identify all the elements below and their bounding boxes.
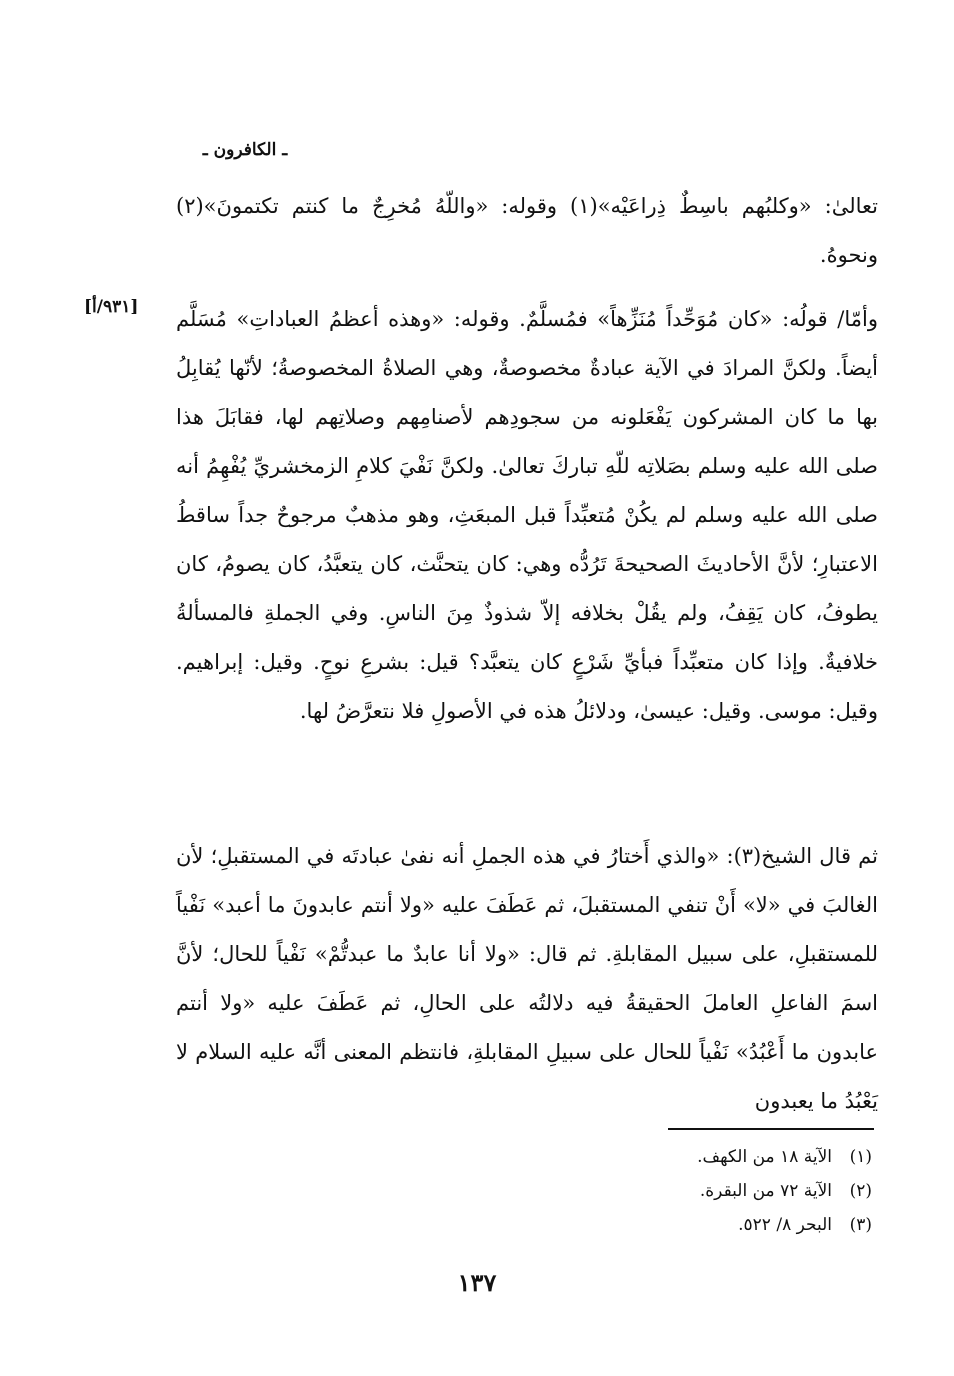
footnote-number: (٢) — [849, 1181, 872, 1201]
footnote-text: البحر ٨/ ٥٢٢. — [738, 1215, 832, 1235]
manuscript-folio-note: [٩٣١/أ] — [84, 297, 139, 317]
footnote-text: الآية ١٨ من الكهف. — [697, 1147, 832, 1167]
footnote-item — [372, 1174, 872, 1208]
footnotes — [372, 1140, 872, 1242]
footnote-separator — [668, 1128, 874, 1130]
page-number: ١٣٧ — [457, 1268, 497, 1297]
paragraph-text: تعالىٰ: «وكلبُهم باسِطٌ ذِراعَيْه»(١) وقوله: «واللّهُ مُخرِجٌ ما كنتم تكتمونَ»(٢) ونحوهُ. — [176, 194, 878, 267]
paragraph-1 — [176, 182, 878, 280]
footnote-text: الآية ٧٢ من البقرة. — [699, 1181, 832, 1201]
paragraph-text: ثم قال الشيخ(٣): «والذي أَختارُ في هذه الجملِ أنه نفىٰ عبادتَه في المستقبلِ؛ لأن الغالبَ في «لا» أَنْ تنفي المستقبلَ، ثم عَطَفَ عليه «ولا أنتم عابدونَ ما أعبد» نَفْياً للمستقبلِ، على سبيل المقابلةِ. ثم قال: «ولا أنا عابدٌ ما عبدتُّمْ» نَفْياً للحال؛ لأنَّ اسمَ الفاعلِ العاملَ الحقيقةُ فيه دلالتُه على الحالِ، ثم عَطَفَ عليه «ولا أنتم عابدون ما أَعْبُدُ» نَفْياً للحال على سبيلِ المقابلةِ، فانتظم المعنى أنَّه عليه السلام لا يَعْبُدُ ما يعبدون — [176, 844, 878, 1113]
running-header: ـ الكافرون ـ — [202, 140, 288, 160]
paragraph-3 — [176, 832, 878, 1126]
paragraph-2 — [176, 295, 878, 736]
paragraph-text: وأمّا/ قولُه: «كان مُوَحِّداً مُنَزِّهاً» فمُسلَّمٌ. وقوله: «وهذه أعظمُ العباداتِ» مُسَلَّم أيضاً. ولكنَّ المرادَ في الآية عبادةٌ مخصوصةٌ، وهي الصلاةُ المخصوصةُ؛ لأنّها يُقابِلُ بها ما كان المشركون يَفْعَلونه من سجودِهم لأصنامِهم وصلاتِهم لها، فقابَلَ هذا صلى الله عليه وسلم بصَلاتِه للّهِ تباركَ تعالىٰ. ولكنَّ نَفْيَ كلامِ الزمخشريِّ يُفْهِمُ أنه صلى الله عليه وسلم لم يكُنْ مُتعبِّداً قبل المبعَثِ، وهو مذهبٌ مرجوحٌ جداً ساقطُ الاعتبارِ؛ لأنَّ الأحاديثَ الصحيحةَ تَرُدُّه وهي: كان يتحنَّث، كان يتعبَّدُ، كان يصومُ، كان يطوفُ، كان يَقِفُ، ولم يقُلْ بخلافه إلاّ شذوذٌ مِنَ الناسِ. وفي الجملةِ فالمسألةُ خلافيةٌ. وإذا كان متعبِّداً فبأيِّ شَرْعٍ كان يتعبَّد؟ قيل: بشرعِ نوحٍ. وقيل: إبراهيم. وقيل: موسى. وقيل: عيسىٰ، ودلائلُ هذه في الأصولِ فلا نتعرَّضُ لها. — [176, 307, 878, 723]
footnote-number: (١) — [849, 1147, 872, 1167]
footnote-item — [372, 1140, 872, 1174]
footnote-number: (٣) — [849, 1215, 872, 1235]
footnote-item — [372, 1208, 872, 1242]
